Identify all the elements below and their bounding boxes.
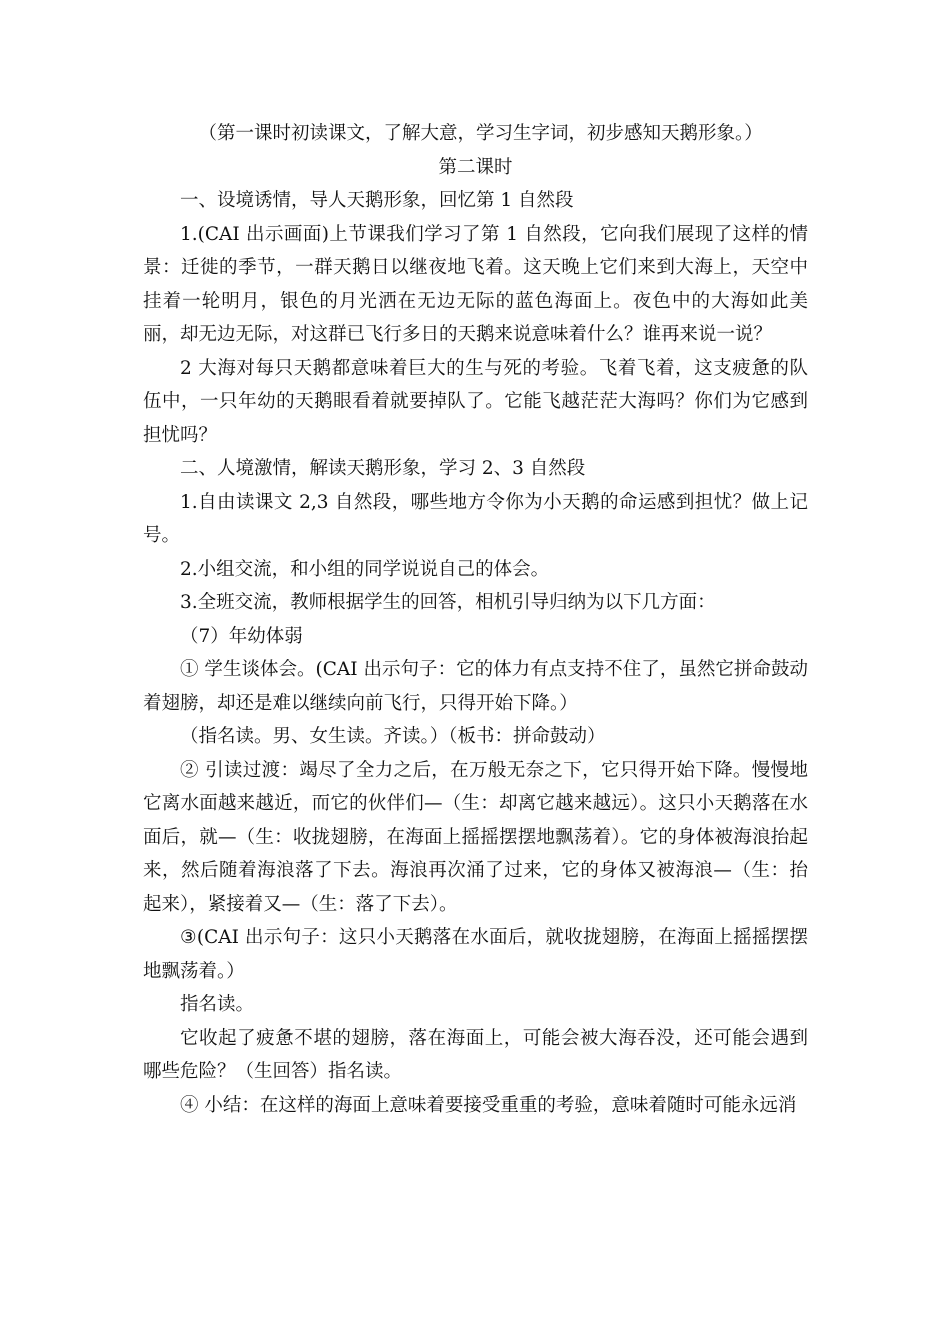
heading-part-two: 二、人境激情，解读天鹅形象，学习 2、3 自然段 bbox=[180, 458, 586, 479]
paragraph: 3.全班交流，教师根据学生的回答，相机引导归纳为以下几方面： bbox=[180, 592, 716, 613]
paragraph: ② 引读过渡：竭尽了全力之后，在万般无奈之下，它只得开始下降。慢慢地它离水面越来越近，而它的伙伴们—（生：却离它越来越远）。这只小天鹅落在水面后，就—（生：收拢翅膀，在海面上摇摇摆摆地飘荡着）。它的身体被海浪抬起来，然后随着海浪落了下去。海浪再次涌了过来，它的身体又被海浪—（生：抬起来），紧接着又—（生：落了下去）。 bbox=[143, 759, 808, 915]
document-body bbox=[143, 117, 808, 1122]
section-title: 第二课时 bbox=[438, 156, 513, 178]
paragraph: ③(CAI 出示句子：这只小天鹅落在水面后，就收拢翅膀，在海面上摇摇摆摆地飘荡着。） bbox=[143, 927, 808, 982]
lesson-note: （第一课时初读课文，了解大意，学习生字词，初步感知天鹅形象。） bbox=[198, 123, 763, 144]
paragraph: 指名读。 bbox=[180, 994, 255, 1015]
paragraph: 它收起了疲惫不堪的翅膀，落在海面上，可能会被大海吞没，还可能会遇到哪些危险？（生回答）指名读。 bbox=[143, 1027, 808, 1082]
paragraph: 2 大海对每只天鹅都意味着巨大的生与死的考验。飞着飞着，这支疲惫的队伍中，一只年幼的天鹅眼看着就要掉队了。它能飞越茫茫大海吗？你们为它感到担忧吗？ bbox=[143, 357, 808, 446]
paragraph: ④ 小结：在这样的海面上意味着要接受重重的考验，意味着随时可能永远消 bbox=[180, 1094, 797, 1116]
paragraph: （指名读。男、女生读。齐读。）（板书：拼命鼓动） bbox=[180, 726, 606, 747]
paragraph: 1.自由读课文 2,3 自然段，哪些地方令你为小天鹅的命运感到担忧？做上记号。 bbox=[143, 491, 808, 546]
sub-heading: （7）年幼体弱 bbox=[180, 625, 303, 647]
heading-part-one: 一、设境诱情，导人天鹅形象，回忆第 1 自然段 bbox=[180, 190, 574, 211]
paragraph: 1.(CAI 出示画面)上节课我们学习了第 1 自然段，它向我们展现了这样的情景：迁徙的季节，一群天鹅日以继夜地飞着。这天晚上它们来到大海上，天空中挂着一轮明月，银色的月光洒在无边无际的蓝色海面上。夜色中的大海如此美丽，却无边无际，对这群已飞行多日的天鹅来说意味着什么？谁再来说一说？ bbox=[143, 223, 808, 345]
paragraph: ① 学生谈体会。(CAI 出示句子：它的体力有点支持不住了，虽然它拼命鼓动着翅膀，却还是难以继续向前飞行，只得开始下降。） bbox=[143, 659, 808, 714]
paragraph: 2.小组交流，和小组的同学说说自己的体会。 bbox=[180, 558, 550, 580]
